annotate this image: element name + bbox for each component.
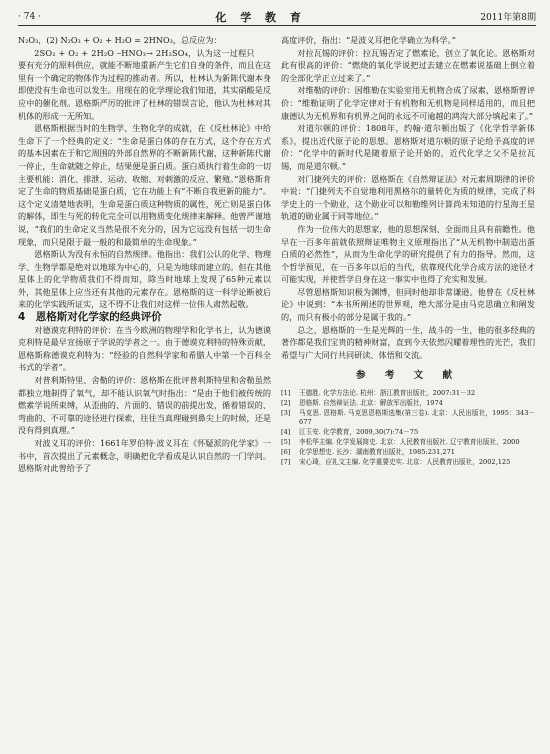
equation-total: 2SO₂ + O₂ + 2H₂O ⎯HNO₃→ 2H₂SO₄，认为这一过程只 xyxy=(34,47,255,58)
paragraph: 对普利斯特里、舍勒的评价：恩格斯在批评普利斯特里和舍勒虽然都独立地制得了氧气，却不能认识氧气时指出：“是由于他们被传统的燃素学说所束缚，从歪曲的、片面的、错误的前提出发，循着错误的、弯曲的、不可靠的途径进行探索，往往当真理碰到鼻尖上的时候，还是没有得到真理。” xyxy=(18,375,271,436)
reference-item xyxy=(281,438,535,448)
reference-text: 李松华主编. 化学发展简史. 北京：人民教育出版社. 辽宁教育出版社，2000 xyxy=(299,438,520,447)
reference-list xyxy=(281,389,535,467)
reference-text: 王德胜. 化学方法论. 杭州：浙江教育出版社，2007:31－32 xyxy=(299,389,476,398)
paragraph: 作为一位伟大的思想家，他的思想深刻、全面而且具有前瞻性。他早在一百多年前就依照辩证唯物主义原理指出了“从无机物中制造出蛋白质的必然性”，从而为生命化学的研究提供了有力的指导。然而，这个哲学预见，在一百多年以后的当代，依靠现代化学合成方法的途径才可能实现，并使哲学自身在这一事实中也得了充实和发展。 xyxy=(281,223,535,285)
reference-item xyxy=(281,409,535,429)
paragraph: 要有充分的原料供应，就能不断地重新产生它们自身的条件，而且在这里有一个确定的物体作为过程的推动者。所以，杜林认为新陈代谢本身即使没有生命也可以发生。用现在的化学理论我们知道，其实硝酸是反应中的催化剂。恩格斯严厉的批评了杜林的错误言论，他认为杜林对其机体的形成一无所知。 xyxy=(18,60,271,121)
reference-item xyxy=(281,428,535,438)
right-column xyxy=(281,34,535,467)
reference-number: [1] xyxy=(281,389,291,398)
reference-item xyxy=(281,448,535,458)
reference-item xyxy=(281,389,535,399)
reference-number: [4] xyxy=(281,428,291,437)
paragraph: 对拉瓦锡的评价：拉瓦锡否定了燃素论，创立了氧化论。恩格斯对此有很高的评价：“燃烧的氧化学说把过去建立在燃素说基础上倒立着的全部化学正立过来了。” xyxy=(281,47,535,83)
reference-number: [5] xyxy=(281,438,291,447)
reference-text: 江玉安. 化学教育，2009,30(7):74－75 xyxy=(299,428,419,437)
reference-number: [2] xyxy=(281,398,291,407)
paragraph: 对门捷列夫的评价：恩格斯在《自然辩证法》对元素周期律的评价中说：“门捷列夫不自觉地利用黑格尔的量转化为质的规律，完成了科学史上的一个勋业，这个勋业可以和勒维列计算尚未知道的行星海王星轨道的勋业属于同等地位。” xyxy=(281,173,535,222)
reference-text: 马克思. 恩格斯. 马克思恩格斯选集(第三卷). 北京：人民出版社，1995：343－677 xyxy=(299,408,535,427)
issue-label: 2011年第8期 xyxy=(480,13,536,23)
paragraph: 高度评价，指出：“是波义耳把化学确立为科学。” xyxy=(281,35,456,45)
paragraph: 恩格斯根据当时的生物学、生物化学的成就，在《反杜林论》中给生命下了一个经典的定义：“生命是蛋白体的存在方式，这个存在方式的基本因素在于和它周围的外部自然界的不断新陈代谢，这种新陈代谢一停止，生命就随之停止，结果便是蛋白质。蛋白质执行着生命的一切主要机能：消化、排泄、运动、收缩、对刺激的反应、繁殖。”恩格斯肯定了生命的物质基础是蛋白质，它在功能上有“不断自我更新的能力”。这个定义清楚地表明，生命是蛋白质这种物质的属性，死亡则是蛋白体的解体，即生与死的转化完全可以用物质变化规律来解释。他曾严谨地说，“我们的生命定义当然是很不充分的，因为它远没有包括一切生命现象，而只是限于最一般的和最简单的生命现象。” xyxy=(18,123,271,247)
paragraph: 对维勒的评价：因维勒在实验室用无机物合成了尿素，恩格斯曾评价：“维勒证明了化学定律对于有机物和无机物是同样适用的，而且把康德认为无机界和有机界之间的永远不可逾越的鸿沟大部分填起来了。” xyxy=(281,85,535,121)
reference-item xyxy=(281,458,535,468)
section-heading: 4 恩格斯对化学家的经典评价 xyxy=(18,311,162,324)
reference-number: [6] xyxy=(281,447,291,456)
reference-text: 宋心琦，应礼文主编. 化学重要史实. 北京：人民教育出版社，2002,125 xyxy=(299,457,511,466)
references-heading: 参 考 文 献 xyxy=(356,370,460,382)
page-number: · 74 · xyxy=(18,11,41,22)
page-header xyxy=(18,8,536,26)
paragraph: 总之，恩格斯的一生是光辉的一生，战斗的一生，他的很多经典的著作都是我们宝贵的精神财富，直到今天依然闪耀着理性的光芒，我们希望与广大同行共同研读、体悟和交流。 xyxy=(281,324,535,360)
paragraph: 对道尔顿的评价：1808年，约翰·道尔顿出版了《化学哲学新体系》，提出近代原子论的思想。恩格斯对道尔顿的原子论给予高度的评价：“化学中的新时代是随着原子论开始的，近代化学之父不是拉瓦锡，而是道尔顿。” xyxy=(281,123,535,171)
paragraph: 对德谟克利特的评价：在当今欧洲的物理学和化学书上，认为德谟克利特是最早宣扬原子学说的学者之一。由于德谟克利特的特殊贡献，恩格斯称德谟克利特为：“经验的自然科学家和希腊人中第一个百科全书式的学者”。 xyxy=(18,324,271,373)
reference-text: 恩格斯. 自然辩证法. 北京：解放军出版社，1974 xyxy=(299,398,443,407)
journal-title: 化 学 教 育 xyxy=(215,10,306,24)
paragraph: 尽管恩格斯知识极为渊博，但同时他却非常谦逊。他曾在《反杜林论》中说到：“本书所阐述的世界观，绝大部分是由马克思确立和阐发的，而只有极小的部分是属于我的。” xyxy=(281,286,535,323)
reference-text: 化学思想史. 长沙：湖南教育出版社，1985:231,271 xyxy=(299,447,455,456)
reference-item xyxy=(281,399,535,409)
paragraph: 对波义耳的评价：1661年罗伯特·波义耳在《怀疑派的化学家》一书中，首次提出了元素概念，明确把化学看成是认识自然的一门学问。恩格斯对此曾给予了 xyxy=(18,438,271,474)
reference-number: [3] xyxy=(281,408,291,417)
paragraph: 恩格斯认为没有永恒的自然规律。他指出：我们公认的化学、物理学、生物学都是绝对以地球为中心的，只是为地球而建立的。但在其他星体上的化学物质我们不得而知，除当时地球上发现了65种元素以外，其他星体上应当还有其他的元素存在。恩格斯的这一科学论断被后来的化学实践所证实，这不得不让我们对这样一位伟人肃然起敬。 xyxy=(18,249,271,310)
reference-number: [7] xyxy=(281,457,291,466)
equation-line: N₂O₃，(2) N₂O₃ + O₂ + H₂O = 2HNO₃，总反应为： xyxy=(18,35,222,45)
left-column xyxy=(18,34,271,475)
